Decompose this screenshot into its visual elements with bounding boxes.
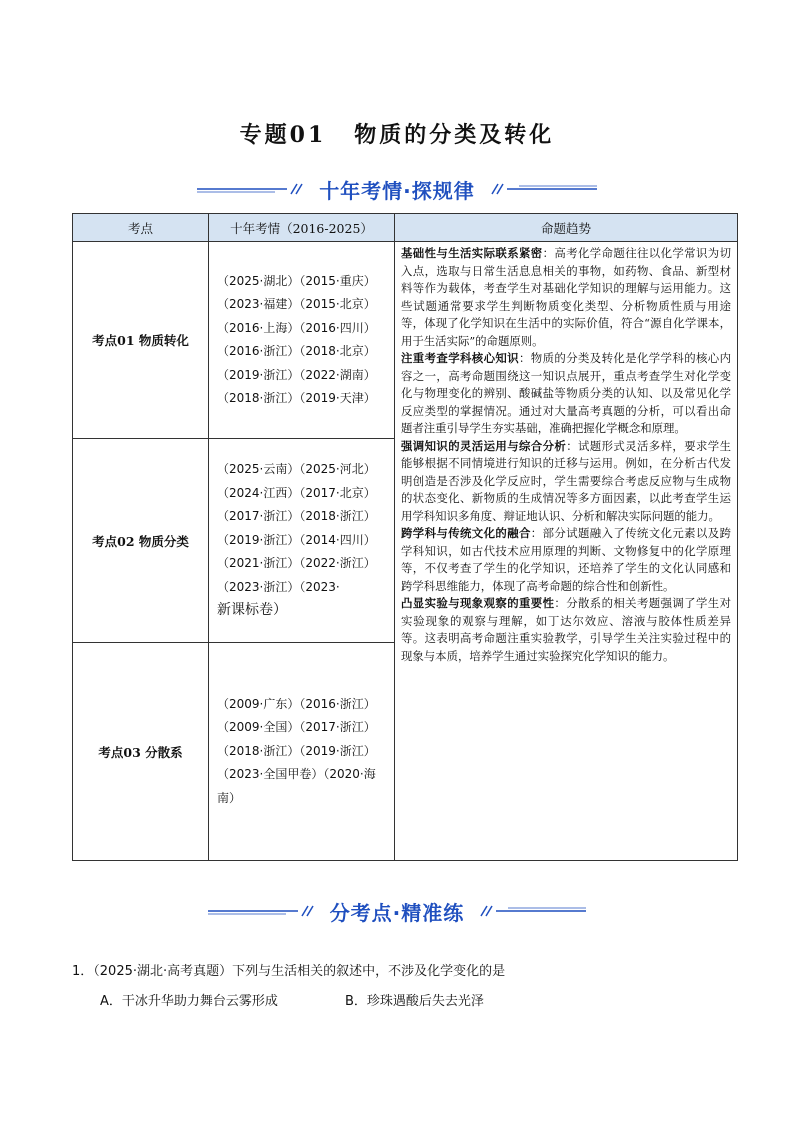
topic-years: （2025·云南）（2025·河北）（2024·江西）（2017·北京）（2017·浙江）（2018·浙江）（2019·浙江）（2014·四川）（2021·浙江）（2022·浙江）（2023·浙江）（2023· 新课标卷） <box>209 439 395 643</box>
topic-name: 考点02 物质分类 <box>73 439 209 643</box>
option-a[interactable]: A．干冰升华助力舞台云雾形成 <box>100 994 278 1009</box>
trend-heading: 强调知识的灵活运用与综合分析 <box>401 438 567 453</box>
trend-item <box>401 350 731 438</box>
right-banner-deco-icon <box>478 904 588 918</box>
option-b[interactable]: B．珍珠遇酸后失去光泽 <box>345 994 484 1009</box>
trend-body: ：部分试题融入了传统文化元素以及跨学科知识，如古代技术应用原理的判断、文物修复中的化学原理等，不仅考查了学生的化学知识，还培养了学生的文化认同感和跨学科思维能力，体现了高考命题的综合性和创新性。 <box>401 526 731 593</box>
right-banner-deco-icon <box>489 182 599 196</box>
trend-item <box>401 245 731 350</box>
banner-title: 分考点·精准练 <box>329 900 465 925</box>
trend-heading: 注重考查学科核心知识 <box>401 351 519 365</box>
question-source: （2025·湖北·高考真题） <box>93 964 233 979</box>
question-stem <box>72 960 737 979</box>
trend-heading: 凸显实验与现象观察的重要性 <box>401 596 555 610</box>
banner-title: 十年考情·探规律 <box>319 178 475 203</box>
header-topic: 考点 <box>73 214 209 242</box>
topic-years: （2025·湖北）（2015·重庆）（2023·福建）（2015·北京）（2016·上海）（2016·四川）（2016·浙江）（2018·北京）（2019·浙江）（2022·湖南）（2018·浙江）（2019·天津） <box>209 242 395 439</box>
trend-heading: 跨学科与传统文化的融合 <box>401 526 531 540</box>
topic-years: （2009·广东）（2016·浙江）（2009·全国）（2017·浙江）（2018·浙江）（2019·浙江）（2023·全国甲卷）（2020·海南） <box>209 643 395 861</box>
trend-item <box>401 525 731 595</box>
header-years: 十年考情（2016-2025） <box>209 214 395 242</box>
exam-trend-table <box>72 213 738 861</box>
trend-heading: 基础性与生活实际联系紧密 <box>401 246 543 260</box>
table-header-row <box>73 214 738 242</box>
trend-item <box>401 438 731 526</box>
table-row <box>73 242 738 439</box>
header-trend: 命题趋势 <box>395 214 738 242</box>
section-banner-practice <box>0 894 794 928</box>
page-title: 专题01 物质的分类及转化 <box>239 122 555 148</box>
left-banner-deco-icon <box>195 182 305 196</box>
question-text: 下列与生活相关的叙述中，不涉及化学变化的是 <box>232 964 506 979</box>
trend-body: ：物质的分类及转化是化学学科的核心内容之一，高考命题围绕这一知识点展开，重点考查学生对化学变化与物理变化的辨别、酸碱盐等物质分类的认知、以及常见化学反应类型的掌握情况。通过对大量高考真题的分析，可以看出命题者注重引导学生夯实基础，准确把握化学概念和原理。 <box>401 351 731 435</box>
question-number: 1． <box>72 964 94 979</box>
trend-item <box>401 595 731 665</box>
trend-cell <box>395 242 738 861</box>
trend-body: ：高考化学命题往往以化学常识为切入点，选取与日常生活息息相关的事物，如药物、食品、新型材料等作为载体，考查学生对基础化学知识的理解与运用能力。这些试题通常要求学生判断物质变化类型、分析物质性质与用途等，体现了化学知识在生活中的实际价值，符合“源自化学课本，用于生活实际”的命题原则。 <box>401 246 731 348</box>
question-options <box>100 990 720 1009</box>
left-banner-deco-icon <box>206 904 316 918</box>
trend-body: ：分散系的相关考题强调了学生对实验现象的观察与理解，如丁达尔效应、溶液与胶体性质差异等。这表明高考命题注重实验教学，引导学生关注实验过程中的现象与本质，培养学生通过实验探究化学知识的能力。 <box>401 596 731 663</box>
section-banner-trends <box>0 172 794 206</box>
topic-name: 考点03 分散系 <box>73 643 209 861</box>
trend-body: ：试题形式灵活多样，要求学生能够根据不同情境进行知识的迁移与运用。例如，在分析古代发明创造是否涉及化学反应时，学生需要综合考虑反应物与生成物的状态变化、新物质的生成情况等多方面因素，以此考查学生运用学科知识多角度、辩证地认识、分析和解决实际问题的能力。 <box>401 438 731 523</box>
topic-name: 考点01 物质转化 <box>73 242 209 439</box>
